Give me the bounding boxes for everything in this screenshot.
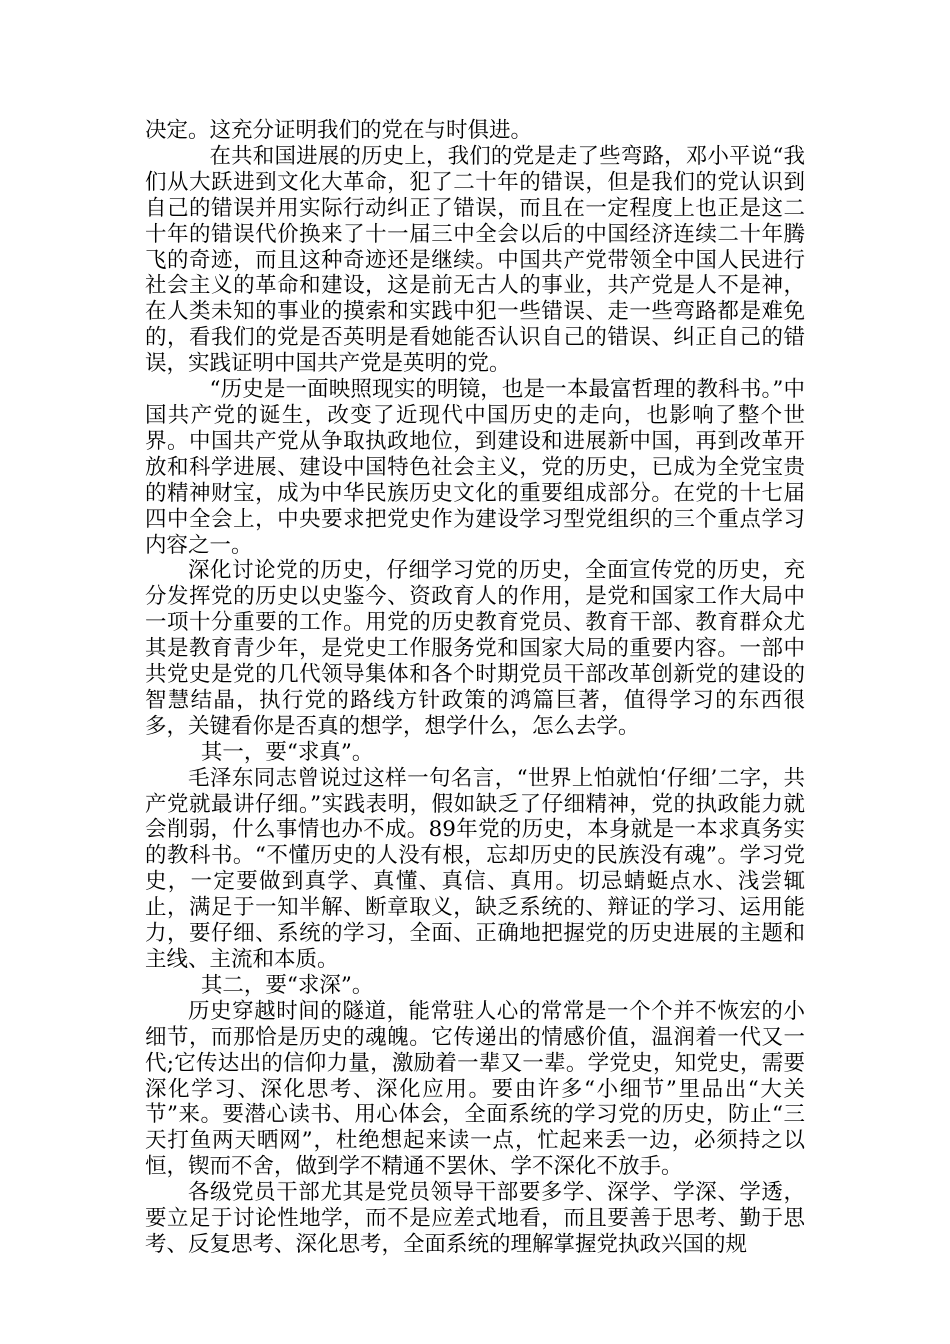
paragraph-seek-depth: 历史穿越时间的隧道，能常驻人心的常常是一个个并不恢宏的小细节，而那恰是历史的魂魄。它传递出的情感价值，温润着一代又一代;它传达出的信仰力量，激励着一辈又一辈。学党史，知党史，需要深化学习、深化思考、深化应用。要由许多“小细节”里品出“大关节”来。要潜心读书、用心体会，全面系统的学习党的历史，防止“三天打鱼两天晒网”，杜绝想起来读一点，忙起来丢一边，必须持之以恒，锲而不舍，做到学不精通不罢休、学不深化不放手。 [145,998,805,1180]
section-heading-seek-truth: 其一，要“求真”。 [200,739,374,765]
paragraph-cadres-study: 各级党员干部尤其是党员领导干部要多学、深学、学深、学透，要立足于讨论性地学，而不是应差式地看，而且要善于思考、勤于思考、反复思考、深化思考，全面系统的理解掌握党执政兴国的规 [145,1180,805,1257]
document-page [145,118,805,1258]
paragraph-history-mirror: “历史是一面映照现实的明镜，也是一本最富哲理的教科书。”中国共产党的诞生，改变了近现代中国历史的走向，也影响了整个世界。中国共产党从争取执政地位，到建设和进展新中国，再到改革开放和科学进展、建设中国特色社会主义，党的历史，已成为全党宝贵的精神财宝，成为中华民族历史文化的重要组成部分。在党的十七届四中全会上，中央要求把党史作为建设学习型党组织的三个重点学习内容之一。 [145,377,805,558]
paragraph-seek-truth: 毛泽东同志曾说过这样一句名言，“世界上怕就怕‘仔细’二字，共产党就最讲仔细。”实践表明，假如缺乏了仔细精神，党的执政能力就会削弱，什么事情也办不成。89年党的历史，本身就是一本求真务实的教科书。“不懂历史的人没有根，忘却历史的民族没有魂”。学习党史，一定要做到真学、真懂、真信、真用。切忌蜻蜓点水、浅尝辄止，满足于一知半解、断章取义，缺乏系统的、辩证的学习、运用能力，要仔细、系统的学习，全面、正确地把握党的历史进展的主题和主线、主流和本质。 [145,765,805,972]
section-heading-seek-depth: 其二，要“求深”。 [200,972,374,998]
paragraph-party-history-detours: 在共和国进展的历史上，我们的党是走了些弯路，邓小平说“我们从大跃进到文化大革命，犯了二十年的错误，但是我们的党认识到自己的错误并用实际行动纠正了错误，而且在一定程度上也正是这二十年的错误代价换来了十一届三中全会以后的中国经济连续二十年腾飞的奇迹，而且这种奇迹还是继续。中国共产党带领全中国人民进行社会主义的革命和建设，这是前无古人的事业，共产党是人不是神，在人类未知的事业的摸索和实践中犯一些错误、走一些弯路都是难免的，看我们的党是否英明是看她能否认识自己的错误、纠正自己的错误，实践证明中国共产党是英明的党。 [145,143,805,377]
paragraph-continuation: 决定。这充分证明我们的党在与时俱进。 [145,118,533,143]
paragraph-study-party-history: 深化讨论党的历史，仔细学习党的历史，全面宣传党的历史，充分发挥党的历史以史鉴今、资政育人的作用，是党和国家工作大局中一项十分重要的工作。用党的历史教育党员、教育干部、教育群众尤其是教育青少年，是党史工作服务党和国家大局的重要内容。一部中共党史是党的几代领导集体和各个时期党员干部改革创新党的建设的智慧结晶，执行党的路线方针政策的鸿篇巨著，值得学习的东西很多，关键看你是否真的想学，想学什么，怎么去学。 [145,558,805,739]
